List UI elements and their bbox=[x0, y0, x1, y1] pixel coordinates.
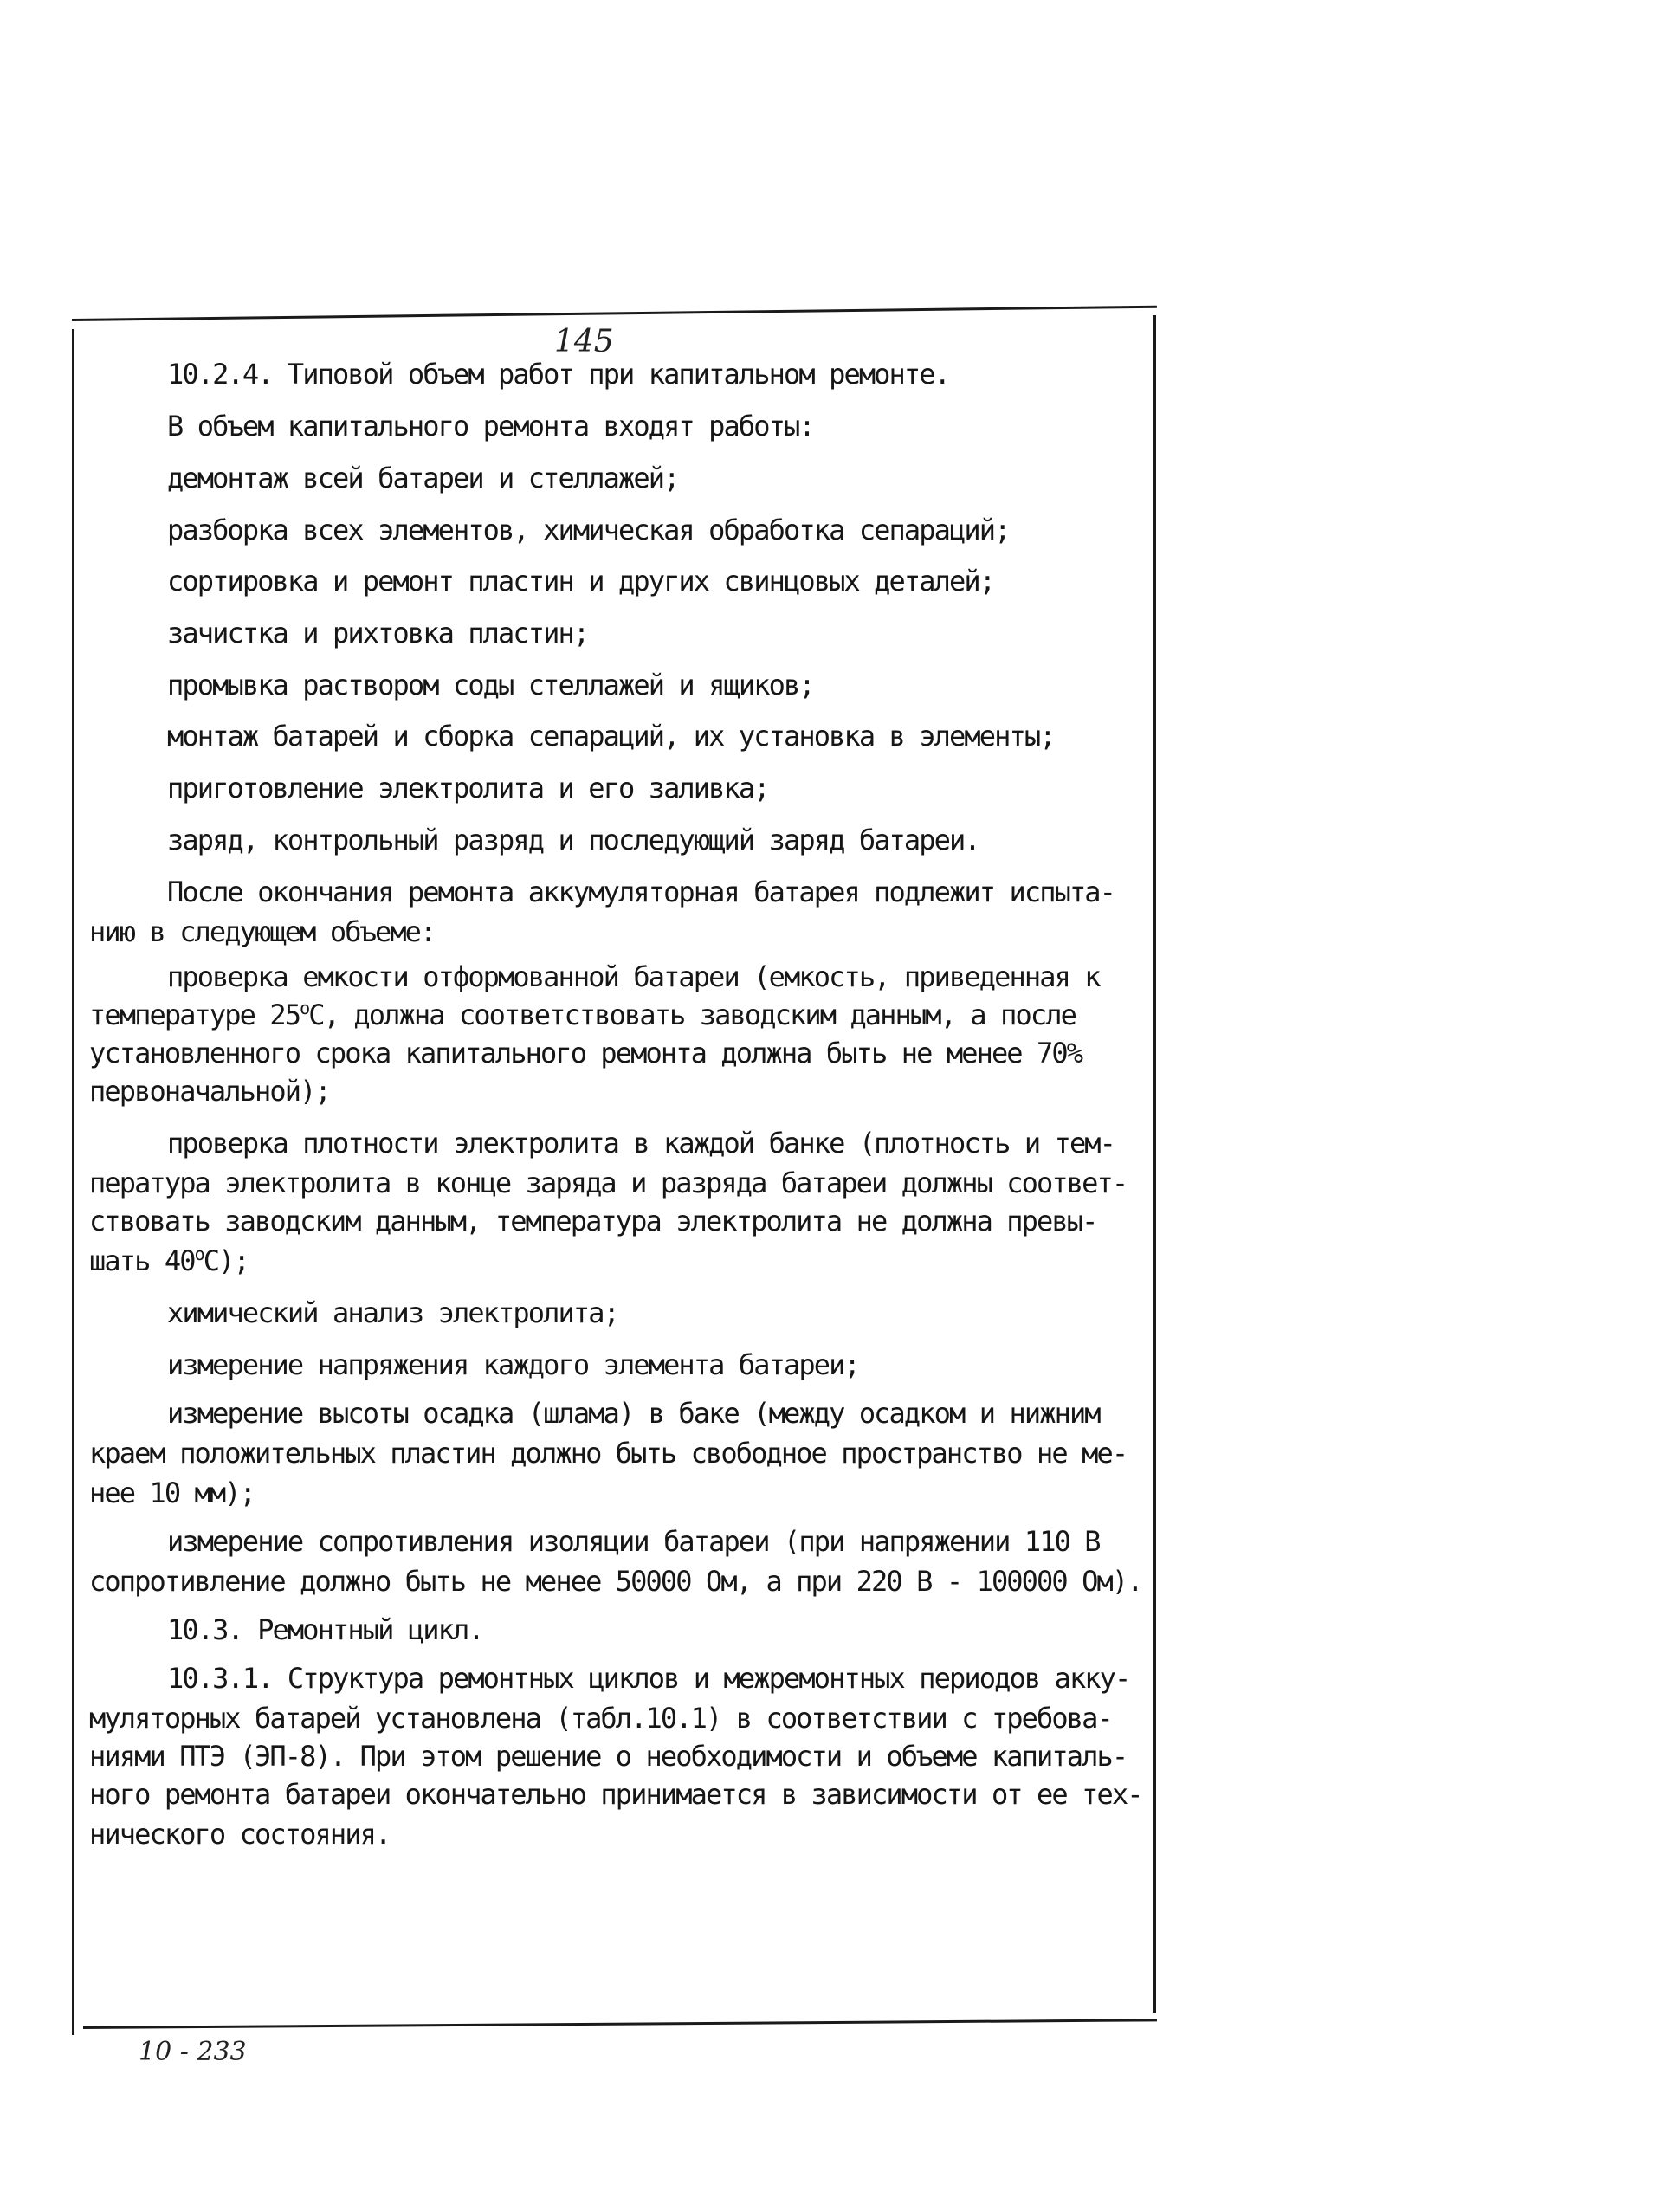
list-item: измерение сопротивления изоляции батареи (при напряжении 110 В bbox=[167, 1525, 1100, 1558]
document-code: 10 - 233 bbox=[139, 2037, 247, 2067]
list-item: химический анализ электролита; bbox=[167, 1296, 618, 1329]
section-heading-10-2-4: 10.2.4. Типовой объем работ при капитальном ремонте. bbox=[167, 358, 950, 391]
paragraph-line: краем положительных пластин должно быть свободное пространство не ме- bbox=[89, 1437, 1128, 1470]
paragraph-line: 10.3.1. Структура ремонтных циклов и межремонтных периодов акку- bbox=[167, 1662, 1130, 1695]
list-item: приготовление электролита и его заливка; bbox=[167, 772, 769, 805]
text-fragment: С, должна соответствовать заводским данным, а после bbox=[308, 998, 1076, 1031]
paragraph-line bbox=[89, 998, 1076, 1032]
degree-mark: o bbox=[300, 998, 309, 1018]
paragraph-line: сопротивление должно быть не менее 50000 Ом, а при 220 В - 100000 Ом). bbox=[89, 1565, 1142, 1598]
frame-left bbox=[72, 329, 74, 2035]
frame-right bbox=[1153, 315, 1156, 2013]
paragraph-line: ного ремонта батареи окончательно принимается в зависимости от ее тех- bbox=[89, 1778, 1142, 1811]
section-heading-10-3: 10.3. Ремонтный цикл. bbox=[167, 1613, 483, 1646]
list-item: проверка плотности электролита в каждой банке (плотность и тем- bbox=[167, 1127, 1115, 1160]
frame-bottom bbox=[83, 2019, 1157, 2029]
degree-mark: o bbox=[194, 1244, 204, 1264]
list-item: разборка всех элементов, химическая обработка сепараций; bbox=[167, 514, 1010, 546]
list-item: заряд, контрольный разряд и последующий заряд батареи. bbox=[167, 824, 979, 856]
page-number: 145 bbox=[554, 324, 614, 359]
list-item: измерение высоты осадка (шлама) в баке (между осадком и нижним bbox=[167, 1397, 1100, 1430]
text-fragment: С); bbox=[203, 1244, 249, 1277]
list-item: монтаж батарей и сборка сепараций, их установка в элементы; bbox=[167, 720, 1055, 753]
list-item: проверка емкости отформованной батареи (емкость, приведенная к bbox=[167, 960, 1100, 993]
list-item: зачистка и рихтовка пластин; bbox=[167, 617, 589, 649]
paragraph-line: ствовать заводским данным, температура электролита не должна превы- bbox=[89, 1205, 1097, 1237]
paragraph-line: ниями ПТЭ (ЭП-8). При этом решение о необходимости и объеме капиталь- bbox=[89, 1740, 1128, 1773]
paragraph-line: пература электролита в конце заряда и разряда батареи должны соответ- bbox=[89, 1166, 1128, 1199]
list-item: сортировка и ремонт пластин и других свинцовых деталей; bbox=[167, 565, 995, 598]
paragraph-line: первоначальной); bbox=[89, 1075, 330, 1108]
paragraph-line: нического состояния. bbox=[89, 1818, 391, 1851]
list-item: промывка раствором соды стеллажей и ящиков; bbox=[167, 669, 814, 701]
text-fragment: температуре 25 bbox=[89, 998, 300, 1031]
paragraph-line bbox=[89, 1244, 249, 1278]
paragraph-line: муляторных батарей установлена (табл.10.1) в соответствии с требова- bbox=[89, 1702, 1112, 1735]
paragraph-line: нее 10 мм); bbox=[89, 1477, 255, 1509]
paragraph-line: В объем капитального ремонта входят работы: bbox=[167, 410, 814, 443]
list-item: измерение напряжения каждого элемента батареи; bbox=[167, 1348, 859, 1381]
paragraph-line: установленного срока капитального ремонта должна быть не менее 70% bbox=[89, 1037, 1082, 1069]
list-item: демонтаж всей батареи и стеллажей; bbox=[167, 462, 679, 494]
text-fragment: шать 40 bbox=[89, 1244, 195, 1277]
paragraph-line: После окончания ремонта аккумуляторная батарея подлежит испыта- bbox=[167, 876, 1115, 908]
frame-top bbox=[72, 306, 1157, 321]
paragraph-line: нию в следующем объеме: bbox=[89, 915, 436, 948]
